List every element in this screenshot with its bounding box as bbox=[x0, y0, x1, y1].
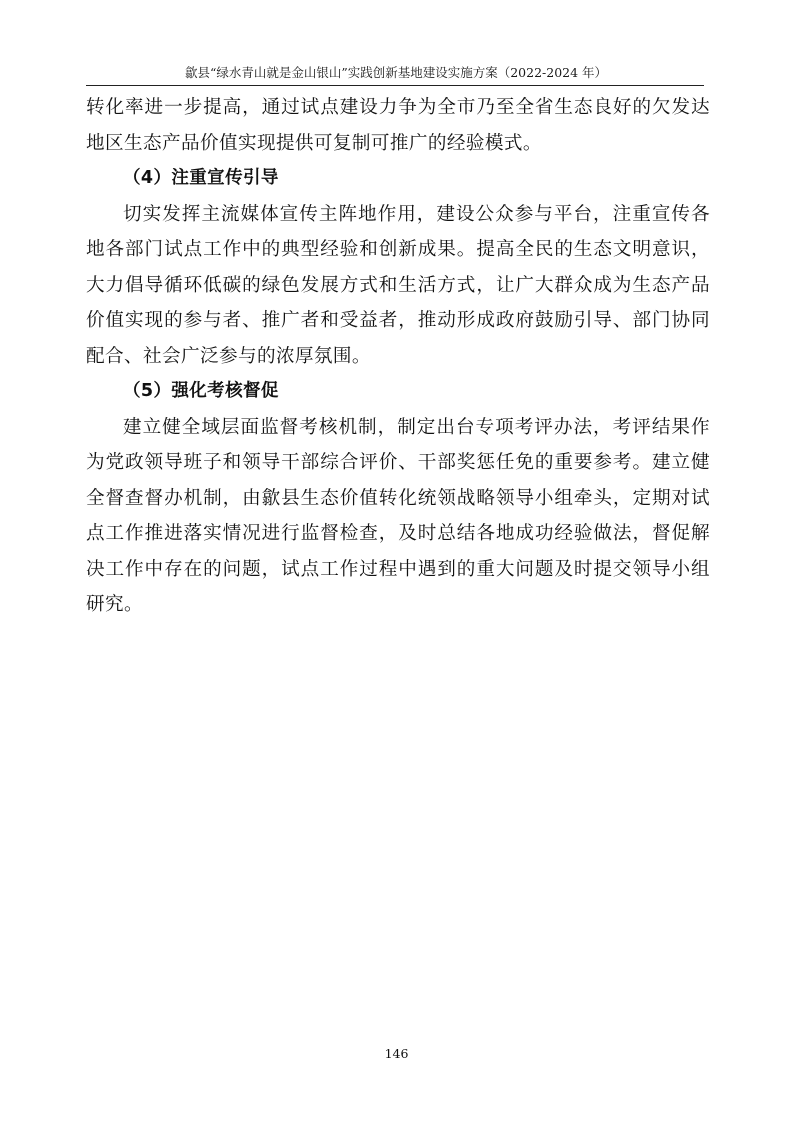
document-body bbox=[86, 90, 710, 623]
paragraph-continued: 转化率进一步提高，通过试点建设力争为全市乃至全省生态良好的欠发达地区生态产品价值实现提供可复制可推广的经验模式。 bbox=[86, 97, 710, 154]
header-rule bbox=[86, 85, 704, 86]
paragraph-publicity: 切实发挥主流媒体宣传主阵地作用，建设公众参与平台，注重宣传各地各部门试点工作中的典型经验和创新成果。提高全民的生态文明意识，大力倡导循环低碳的绿色发展方式和生活方式，让广大群众成为生态产品价值实现的参与者、推广者和受益者，推动形成政府鼓励引导、部门协同配合、社会广泛参与的浓厚氛围。 bbox=[86, 203, 710, 367]
paragraph-assessment: 建立健全域层面监督考核机制，制定出台专项考评办法，考评结果作为党政领导班子和领导干部综合评价、干部奖惩任免的重要参考。建立健全督查督办机制，由歙县生态价值转化统领战略领导小组牵头，定期对试点工作推进落实情况进行监督检查，及时总结各地成功经验做法，督促解决工作中存在的问题，试点工作过程中遇到的重大问题及时提交领导小组研究。 bbox=[86, 416, 710, 615]
running-header: 歙县“绿水青山就是金山银山”实践创新基地建设实施方案（2022-2024 年） bbox=[184, 65, 608, 80]
page-number: 146 bbox=[384, 1046, 409, 1061]
section-heading-5: （5）强化考核督促 bbox=[123, 381, 279, 401]
section-heading-4: （4）注重宣传引导 bbox=[123, 168, 279, 188]
